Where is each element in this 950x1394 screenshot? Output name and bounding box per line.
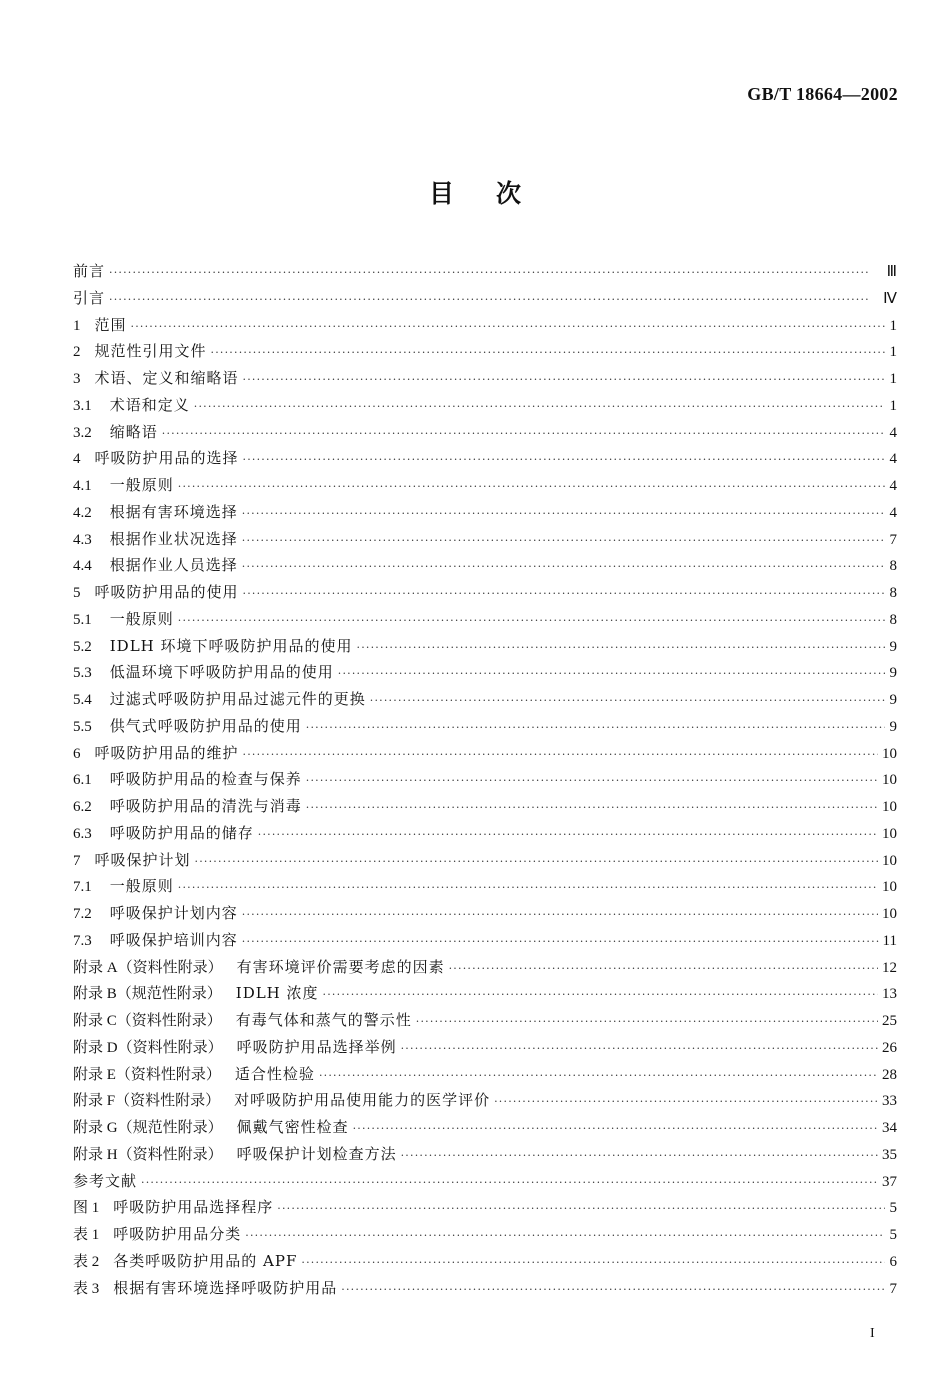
toc-entry-title: 适合性检验 — [234, 1064, 315, 1083]
toc-entry-number: 附录 G（规范性附录） — [73, 1120, 223, 1136]
toc-entry[interactable] — [73, 445, 897, 472]
toc-entry-title: 规范性引用文件 — [94, 342, 207, 361]
toc-entry-title: 根据作业状况选择 — [109, 529, 238, 548]
toc-entry-page: 1 — [889, 371, 897, 387]
toc-entry-title: 呼吸防护用品的选择 — [94, 449, 239, 468]
leader-dots — [194, 394, 885, 421]
toc-entry-page: 33 — [882, 1093, 897, 1110]
toc-entry-number: 图 1 — [73, 1200, 100, 1217]
toc-entry[interactable] — [73, 927, 897, 954]
toc-entry-number: 附录 B（规范性附录） — [73, 986, 222, 1003]
toc-entry-title: 参考文献 — [73, 1171, 138, 1190]
toc-entry-number: 3 — [73, 371, 81, 387]
toc-entry-page: 26 — [882, 1039, 897, 1056]
toc-entry[interactable] — [73, 552, 897, 579]
toc-entry-title: 引言 — [73, 288, 106, 307]
leader-dots — [258, 822, 878, 849]
toc-entry-title: 一般原则 — [109, 476, 174, 494]
leader-dots — [242, 554, 885, 581]
toc-entry[interactable] — [73, 285, 897, 312]
toc-entry-page: 6 — [889, 1253, 897, 1270]
leader-dots — [494, 1089, 878, 1116]
toc-entry[interactable] — [73, 499, 897, 526]
toc-entry-page: 5 — [889, 1227, 897, 1243]
toc-entry-title: 呼吸防护用品的储存 — [109, 823, 254, 842]
toc-entry[interactable] — [73, 1248, 897, 1275]
standard-code-header: GB/T 18664—2002 — [747, 84, 898, 104]
toc-entry-title: 呼吸保护计划内容 — [109, 904, 238, 922]
toc-entry-number: 附录 H（资料性附录） — [73, 1146, 223, 1163]
toc-entry[interactable] — [73, 766, 897, 793]
toc-entry-page: 9 — [889, 638, 897, 655]
toc-entry-page: Ⅳ — [883, 290, 897, 307]
toc-entry-title: 根据作业人员选择 — [109, 556, 238, 575]
toc-entry-title: 呼吸保护计划 — [94, 850, 191, 869]
toc-entry-title: IDLH 环境下呼吸防护用品的使用 — [109, 636, 353, 655]
leader-dots — [401, 1143, 878, 1170]
toc-entry[interactable] — [73, 659, 897, 686]
leader-dots — [178, 875, 878, 902]
toc-entry-title: 根据有害环境选择呼吸防护用品 — [113, 1278, 338, 1297]
toc-entry[interactable] — [73, 1194, 897, 1221]
toc-entry[interactable] — [73, 900, 897, 927]
toc-entry[interactable] — [73, 793, 897, 820]
toc-entry-title: 有害环境评价需要考虑的因素 — [236, 957, 445, 976]
toc-entry-title: 一般原则 — [109, 609, 174, 628]
leader-dots — [323, 982, 878, 1009]
leader-dots — [243, 581, 885, 608]
toc-entry[interactable] — [73, 873, 897, 900]
toc-entry[interactable] — [73, 740, 897, 767]
toc-entry-number: 表 2 — [73, 1253, 100, 1270]
toc-entry-title: 前言 — [73, 262, 106, 280]
toc-entry[interactable] — [73, 392, 897, 419]
toc-entry-title: 呼吸防护用品的清洗与消毒 — [109, 797, 302, 815]
toc-entry-title: 对呼吸防护用品使用能力的医学评价 — [234, 1091, 491, 1110]
leader-dots — [449, 956, 878, 983]
leader-dots — [178, 608, 885, 635]
leader-dots — [353, 1116, 878, 1143]
leader-dots — [243, 742, 878, 769]
leader-dots — [401, 1036, 878, 1063]
page-title: 目次 — [428, 179, 563, 208]
leader-dots — [306, 715, 885, 742]
toc-entry-page: 28 — [882, 1066, 897, 1083]
leader-dots — [242, 929, 879, 956]
leader-dots — [306, 768, 878, 795]
toc-entry-page: 7 — [889, 531, 897, 548]
leader-dots — [370, 688, 885, 715]
toc-entry[interactable] — [73, 1275, 897, 1302]
toc-entry-page: 10 — [882, 772, 897, 789]
toc-entry-number: 7.3 — [73, 932, 92, 949]
toc-entry-page: 1 — [889, 344, 897, 361]
toc-entry-title: 呼吸防护用品的检查与保养 — [109, 770, 302, 789]
toc-entry-title: 根据有害环境选择 — [109, 502, 238, 521]
toc-entry-number: 附录 E（资料性附录） — [73, 1066, 221, 1083]
toc-entry-number: 5.2 — [73, 638, 92, 655]
toc-entry-title: 有毒气体和蒸气的警示性 — [235, 1011, 412, 1029]
toc-entry-number: 7 — [73, 852, 81, 869]
toc-entry-page: 8 — [889, 585, 897, 601]
toc-entry[interactable] — [73, 847, 897, 874]
toc-entry-page: 1 — [889, 397, 897, 414]
toc-entry-page: 8 — [889, 558, 897, 575]
toc-entry-page: Ⅲ — [886, 264, 897, 280]
toc-entry-number: 4.2 — [73, 504, 92, 521]
toc-entry-number: 5.3 — [73, 665, 92, 682]
toc-entry-page: 35 — [882, 1146, 897, 1163]
toc-entry-title: 一般原则 — [109, 877, 174, 896]
toc-entry-number: 4 — [73, 451, 81, 468]
toc-entry-number: 5.5 — [73, 718, 92, 735]
toc-entry[interactable] — [73, 954, 897, 981]
toc-entry-number: 4.4 — [73, 558, 92, 575]
toc-entry-title: 呼吸保护培训内容 — [109, 930, 238, 949]
toc-entry-number: 5.4 — [73, 692, 92, 708]
toc-entry-page: 10 — [882, 799, 897, 815]
toc-entry-page: 4 — [889, 504, 897, 521]
toc-entry[interactable] — [73, 1141, 897, 1168]
toc-entry-number: 1 — [73, 317, 81, 334]
toc-entry-number: 附录 C（资料性附录） — [73, 1013, 222, 1029]
toc-entry-title: 呼吸防护用品的维护 — [94, 743, 239, 762]
leader-dots — [195, 849, 878, 876]
toc-entry-number: 附录 F（资料性附录） — [73, 1093, 221, 1110]
toc-entry-page: 9 — [889, 718, 897, 735]
toc-entry[interactable] — [73, 419, 897, 446]
toc-entry[interactable] — [73, 633, 897, 660]
toc-entry-page: 4 — [889, 424, 897, 441]
toc-entry[interactable] — [73, 713, 897, 740]
leader-dots — [306, 795, 878, 822]
toc-entry[interactable] — [73, 526, 897, 553]
toc-entry-number: 2 — [73, 344, 81, 361]
leader-dots — [245, 1223, 885, 1250]
toc-entry-number: 7.2 — [73, 906, 92, 922]
toc-entry-page: 10 — [882, 745, 897, 762]
toc-entry-number: 表 1 — [73, 1227, 100, 1243]
toc-entry-page: 37 — [882, 1173, 897, 1190]
toc-entry-title: 各类呼吸防护用品的 APF — [113, 1251, 298, 1270]
toc-entry-page: 5 — [889, 1200, 897, 1217]
leader-dots — [131, 314, 885, 341]
toc-entry-number: 3.2 — [73, 424, 92, 441]
toc-entry-page: 8 — [889, 611, 897, 628]
toc-entry-title: 呼吸防护用品选择程序 — [113, 1198, 274, 1217]
toc-entry-page: 34 — [882, 1120, 897, 1136]
toc-entry[interactable] — [73, 606, 897, 633]
toc-entry[interactable] — [73, 1087, 897, 1114]
toc-entry-number: 6.3 — [73, 825, 92, 842]
toc-entry-title: 缩略语 — [109, 422, 158, 441]
toc-entry-number: 4.3 — [73, 531, 92, 548]
toc-entry-page: 10 — [882, 825, 897, 842]
toc-entry-title: 佩戴气密性检查 — [236, 1118, 349, 1136]
leader-dots — [109, 287, 879, 314]
toc-entry-number: 5 — [73, 585, 81, 601]
toc-entry-page: 9 — [889, 692, 897, 708]
toc-entry[interactable] — [73, 686, 897, 713]
toc-entry-title: 呼吸防护用品分类 — [113, 1225, 242, 1243]
toc-entry-title: 低温环境下呼吸防护用品的使用 — [109, 663, 334, 682]
toc-entry[interactable] — [73, 980, 897, 1007]
toc-entry[interactable] — [73, 1034, 897, 1061]
toc-entry-page: 10 — [882, 879, 897, 896]
toc-entry-page: 7 — [889, 1280, 897, 1297]
leader-dots — [141, 1170, 878, 1197]
toc-entry[interactable] — [73, 258, 897, 285]
page-number: I — [870, 1326, 875, 1341]
leader-dots — [162, 421, 885, 448]
toc-entry-title: 呼吸防护用品的使用 — [94, 583, 239, 601]
leader-dots — [301, 1250, 885, 1277]
toc-entry-page: 11 — [882, 932, 897, 949]
toc-entry[interactable] — [73, 1114, 897, 1141]
toc-entry[interactable] — [73, 1061, 897, 1088]
leader-dots — [319, 1063, 878, 1090]
toc-entry-page: 10 — [882, 852, 897, 869]
toc-entry-page: 13 — [882, 986, 897, 1003]
leader-dots — [211, 340, 885, 367]
toc-entry-number: 附录 A（资料性附录） — [73, 959, 223, 976]
leader-dots — [243, 367, 885, 394]
toc-entry[interactable] — [73, 338, 897, 365]
toc-entry-title: 范围 — [94, 315, 127, 334]
toc-entry-title: 供气式呼吸防护用品的使用 — [109, 716, 302, 735]
leader-dots — [242, 528, 885, 555]
leader-dots — [357, 635, 885, 662]
toc-entry-page: 1 — [889, 317, 897, 334]
toc-entry-page: 9 — [889, 665, 897, 682]
toc-entry-page: 25 — [882, 1013, 897, 1029]
toc-entry-title: 过滤式呼吸防护用品过滤元件的更换 — [109, 690, 366, 708]
toc-entry-page: 10 — [882, 906, 897, 922]
toc-entry-page: 4 — [889, 451, 897, 468]
toc-entry[interactable] — [73, 1007, 897, 1034]
toc-entry-number: 6.2 — [73, 799, 92, 815]
toc-entry-title: IDLH 浓度 — [235, 984, 319, 1003]
leader-dots — [242, 501, 885, 528]
toc-entry-page: 12 — [882, 959, 897, 976]
toc-entry-number: 3.1 — [73, 397, 92, 414]
toc-entry-page: 4 — [889, 478, 897, 494]
leader-dots — [242, 902, 878, 929]
leader-dots — [178, 474, 885, 501]
toc-entry-number: 附录 D（资料性附录） — [73, 1039, 223, 1056]
toc-entry[interactable] — [73, 1221, 897, 1248]
toc-entry-number: 6 — [73, 745, 81, 762]
toc-entry-title: 术语、定义和缩略语 — [94, 369, 239, 387]
toc-entry[interactable] — [73, 312, 897, 339]
leader-dots — [341, 1277, 885, 1304]
leader-dots — [338, 661, 885, 688]
toc-entry-title: 术语和定义 — [109, 395, 190, 414]
toc-entry[interactable] — [73, 579, 897, 606]
toc-entry-number: 7.1 — [73, 879, 92, 896]
toc-entry-title: 呼吸防护用品选择举例 — [236, 1037, 397, 1056]
leader-dots — [243, 447, 885, 474]
toc-entry-number: 4.1 — [73, 478, 92, 494]
toc-entry[interactable] — [73, 1168, 897, 1195]
toc-entry-title: 呼吸保护计划检查方法 — [236, 1144, 397, 1163]
toc-entry-number: 表 3 — [73, 1280, 100, 1297]
toc-entry[interactable] — [73, 820, 897, 847]
leader-dots — [109, 260, 883, 287]
toc-entry[interactable] — [73, 472, 897, 499]
toc-entry-number: 5.1 — [73, 611, 92, 628]
toc-entry-number: 6.1 — [73, 772, 92, 789]
leader-dots — [416, 1009, 878, 1036]
toc-entry[interactable] — [73, 365, 897, 392]
table-of-contents — [73, 258, 897, 1301]
leader-dots — [277, 1196, 885, 1223]
